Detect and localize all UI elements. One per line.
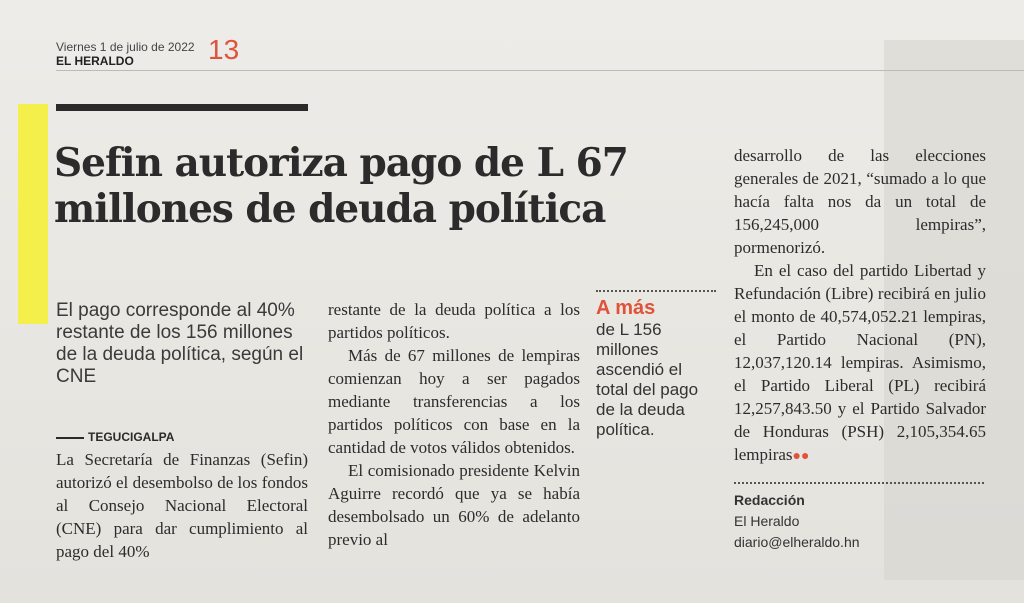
article-column-1	[56, 448, 308, 563]
subheadline: El pago corresponde al 40% restante de los 156 millones de la deuda política, según el CNE	[56, 300, 304, 387]
column-4-paragraph-2-text: En el caso del partido Libertad y Refundación (Libre) recibirá en julio el monto de 40,574,052.21 lempiras, el Partido Nacional (PN), 12,037,120.14 lempiras. Asimismo, el Partido Liberal (PL) recibirá 12,257,843.50 y el Partido Salvador de Honduras (PSH) 2,105,354.65 lempiras	[734, 261, 986, 464]
column-2-paragraph-2: Más de 67 millones de lempiras comienzan hoy a ser pagados mediante transferencias a los partidos políticos con base en la cantidad de votos válidos obtenidos.	[328, 346, 580, 457]
byline-name: Redacción	[734, 492, 805, 508]
sidebar-divider	[596, 290, 716, 292]
column-2-paragraph-1: restante de la deuda política a los partidos políticos.	[328, 300, 580, 342]
column-1-paragraph: La Secretaría de Finanzas (Sefin) autorizó el desembolso de los fondos al Consejo Nacional Electoral (CNE) para dar cumplimiento al pago del 40%	[56, 450, 308, 561]
issue-date: Viernes 1 de julio de 2022	[56, 40, 195, 54]
highlighter-mark	[18, 104, 48, 324]
headline-line-2: millones de deuda política	[54, 186, 606, 232]
column-4-paragraph-1: desarrollo de las elecciones generales de 2021, “sumado a lo que hacía falta nos da un total de 156,245,000 lempiras”, pormenorizó.	[734, 146, 986, 257]
byline-email: diario@elheraldo.hn	[734, 534, 860, 550]
column-4-paragraph-2	[734, 259, 986, 468]
newspaper-brand: EL HERALDO	[56, 54, 134, 68]
dateline: TEGUCIGALPA	[56, 430, 174, 444]
page-number: 13	[208, 34, 240, 65]
article-column-4	[734, 144, 986, 468]
signature-divider	[734, 482, 984, 484]
headline-line-1: Sefin autoriza pago de L 67	[54, 140, 628, 186]
article-column-2	[328, 298, 580, 551]
header-rule	[56, 70, 1024, 71]
byline	[734, 490, 860, 553]
sidebar-fact-box	[596, 296, 716, 440]
column-2-paragraph-3: El comisionado presidente Kelvin Aguirre recordó que ya se había desembolsado un 60% de adelanto previo al	[328, 461, 580, 549]
end-mark-icon: ●●	[792, 449, 810, 464]
sidebar-text: de L 156 millones ascendió el total del pago de la deuda política.	[596, 320, 699, 439]
byline-outlet: El Heraldo	[734, 513, 800, 529]
sidebar-label: A más	[596, 297, 656, 319]
headline	[54, 140, 694, 232]
headline-bar	[56, 104, 308, 111]
